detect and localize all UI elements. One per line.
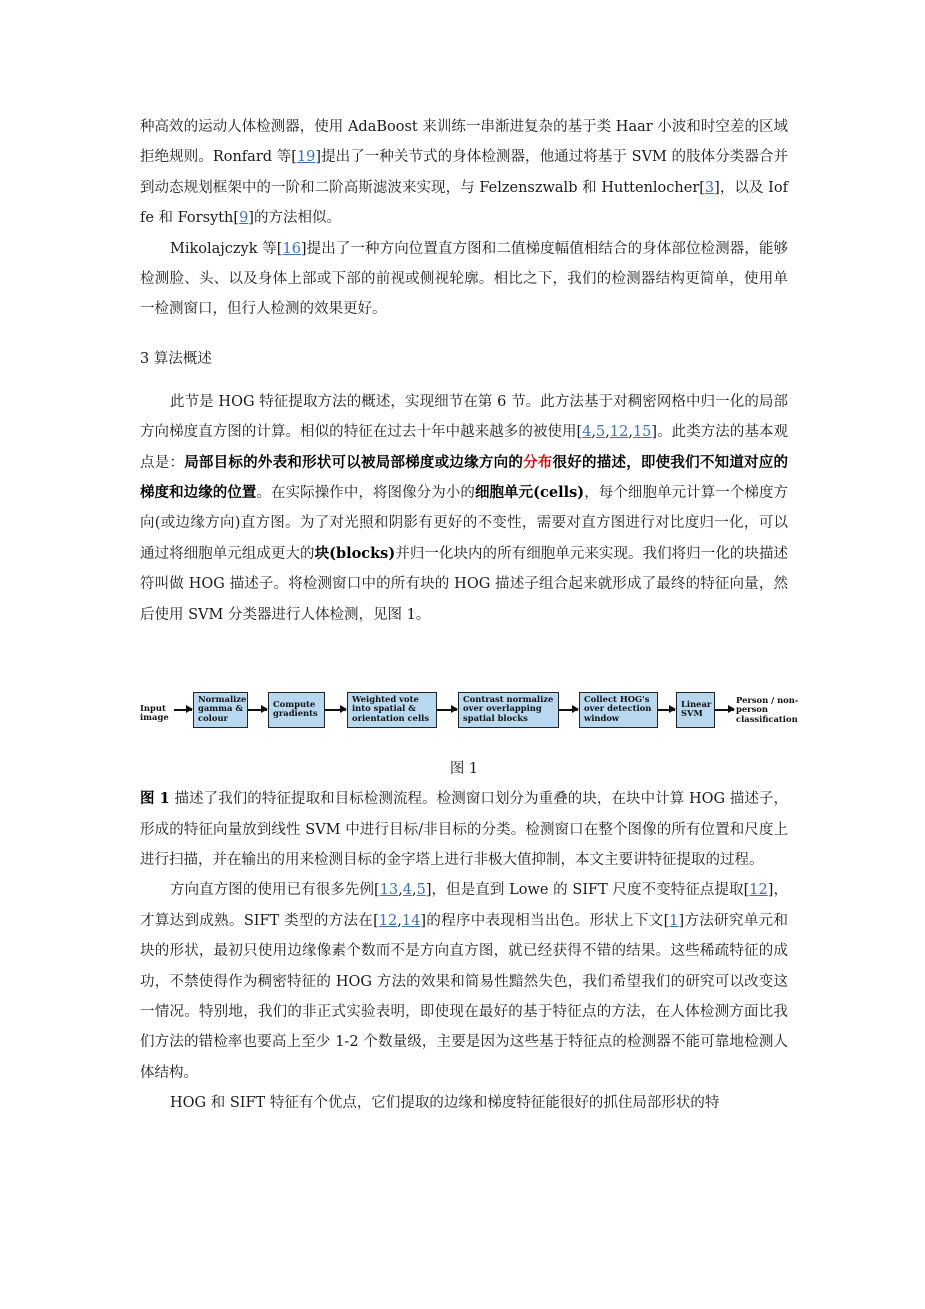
text: ]提出了一种方向位置直方图和二值梯度幅值相结合的身体部位检测器，能够检测脸、头、以及身体上部或下部的前视或侧视轮廓。相比之下，我们的检测器结构更简单，使用单一检测窗口，但行人检测的效果更好。 [140,240,788,318]
document-page [140,112,799,1119]
text: , [628,424,633,441]
text: 。在实际操作中，将图像分为小的 [256,485,475,502]
diagram-output-label: Person / non-person classification [736,695,799,724]
text: ]，才算达到成熟。SIFT 类型的方法在[ [140,882,788,929]
diagram-box-collect-hog: Collect HOG's over detection window [579,692,658,728]
arrow-icon [658,709,675,711]
citation-link[interactable]: 4 [582,424,592,441]
arrow-icon [559,709,578,711]
paragraph-3 [140,387,788,630]
citation-link[interactable]: 13 [379,882,399,899]
arrow-icon [325,709,346,711]
citation-link[interactable]: 14 [401,912,421,929]
arrow-icon [437,709,457,711]
text: , [411,882,417,899]
arrow-icon [174,709,192,711]
text: 方向直方图的使用已有很多先例[ [170,882,380,899]
diagram-box-weighted-vote: Weighted vote into spatial & orientation cells [347,692,437,728]
text: ]提出了一种关节式的身体检测器，他通过将基于 SVM 的肢体分类器合并到动态规划框架中的一阶和二阶高斯滤波来实现，与 Felzenszwalb 和 Huttenlocher[ [140,149,789,196]
text: ]方法研究单元和块的形状，最初只使用边缘像素个数而不是方向直方图，就已经获得不错的结果。这些稀疏特征的成功，不禁使得作为稠密特征的 HOG 方法的效果和简易性黯然失色，我们希望我们的研究可以改变这一情况。特别地，我们的非正式实验表明，即使现在最好的基于特征点的方法，在人体检测方面比我们方法的错检率也要高上至少 1-2 个数量级，主要是因为这些基于特征点的检测器不能可靠地检测人体结构。 [140,912,788,1081]
citation-link[interactable]: 12 [378,912,398,929]
text: ]的程序中表现相当出色。形状上下文[ [420,912,670,929]
diagram-box-normalize: Normalize gamma & colour [193,692,248,728]
paragraph-6 [140,1088,788,1118]
text: , [591,424,597,441]
citation-link[interactable]: 4 [402,882,412,899]
diagram-box-contrast-normalize: Contrast normalize over overlapping spatial blocks [458,692,559,728]
citation-link[interactable]: 5 [416,882,426,899]
bold-text: 图 1 [140,790,170,808]
bold-text: 块(blocks) [314,544,396,562]
paragraph-2 [140,234,788,325]
paragraph-4 [140,784,788,875]
paragraph-5 [140,875,788,1088]
hog-pipeline-diagram [140,686,799,746]
paragraph-1 [140,112,788,234]
text: ]，但是直到 Lowe 的 SIFT 尺度不变特征点提取[ [425,882,750,899]
text: ，每个细胞单元计算一个梯度方向(或边缘方向)直方图。为了对光照和阴影有更好的不变性，需要对直方图进行对比度归一化，可以通过将细胞单元组成更大的 [140,485,789,562]
citation-link[interactable]: 3 [704,179,715,196]
text: ]。此类方法的基本观点是： [140,424,789,471]
arrow-icon [715,709,734,711]
diagram-box-linear-svm: Linear SVM [676,692,715,728]
arrow-icon [248,709,267,711]
text: 描述了我们的特征提取和目标检测流程。检测窗口划分为重叠的块，在块中计算 HOG 描述子，形成的特征向量放到线性 SVM 中进行目标/非目标的分类。检测窗口在整个图像的所有位置和尺度上进行扫描，并在输出的用来检测目标的金字塔上进行非极大值抑制，本文主要讲特征提取的过程。 [140,791,789,868]
citation-link[interactable]: 16 [282,240,301,257]
citation-link[interactable]: 15 [632,424,652,441]
text: HOG 和 SIFT 特征有个优点，它们提取的边缘和梯度特征能很好的抓住局部形状的特 [170,1095,720,1112]
citation-link[interactable]: 1 [669,912,679,929]
text: ]的方法相似。 [248,210,341,227]
highlighted-text: 分布 [523,453,553,471]
bold-text: 局部目标的外表和形状可以被局部梯度或边缘方向的 [184,453,524,471]
text: 此节是 HOG 特征提取方法的概述，实现细节在第 6 节。此方法基于对稠密网格中归一化的局部方向梯度直方图的计算。相似的特征在过去十年中越来越多的被使用[ [140,393,788,441]
citation-link[interactable]: 12 [609,424,629,441]
text: 种高效的运动人体检测器，使用 AdaBoost 来训练一串渐进复杂的基于类 Haar 小波和时空差的区域拒绝规则。Ronfard 等[ [140,119,788,166]
bold-text: 细胞单元(cells) [474,484,585,502]
text: , [398,882,403,899]
bold-text: 很好的描述，即使我们不知道对应的梯度和边缘的位置 [140,453,789,502]
text: , [605,424,610,441]
diagram-input-label: Input image [140,703,169,723]
text: Mikolajczyk 等[ [170,240,283,257]
text: ]，以及 Ioffe 和 Forsyth[ [140,179,788,227]
figure-caption: 图 1 [449,761,479,778]
text: 并归一化块内的所有细胞单元来实现。我们将归一化的块描述符叫做 HOG 描述子。将检测窗口中的所有块的 HOG 描述子组合起来就形成了最终的特征向量，然后使用 SVM 分类器进行人体检测，见图 1。 [140,545,789,623]
diagram-box-gradients: Compute gradients [268,692,325,728]
section-heading: 3 算法概述 [140,350,212,367]
citation-link[interactable]: 12 [749,882,768,899]
citation-link[interactable]: 19 [296,149,316,166]
text: , [397,912,402,929]
citation-link[interactable]: 9 [239,210,249,227]
citation-link[interactable]: 5 [596,424,606,441]
